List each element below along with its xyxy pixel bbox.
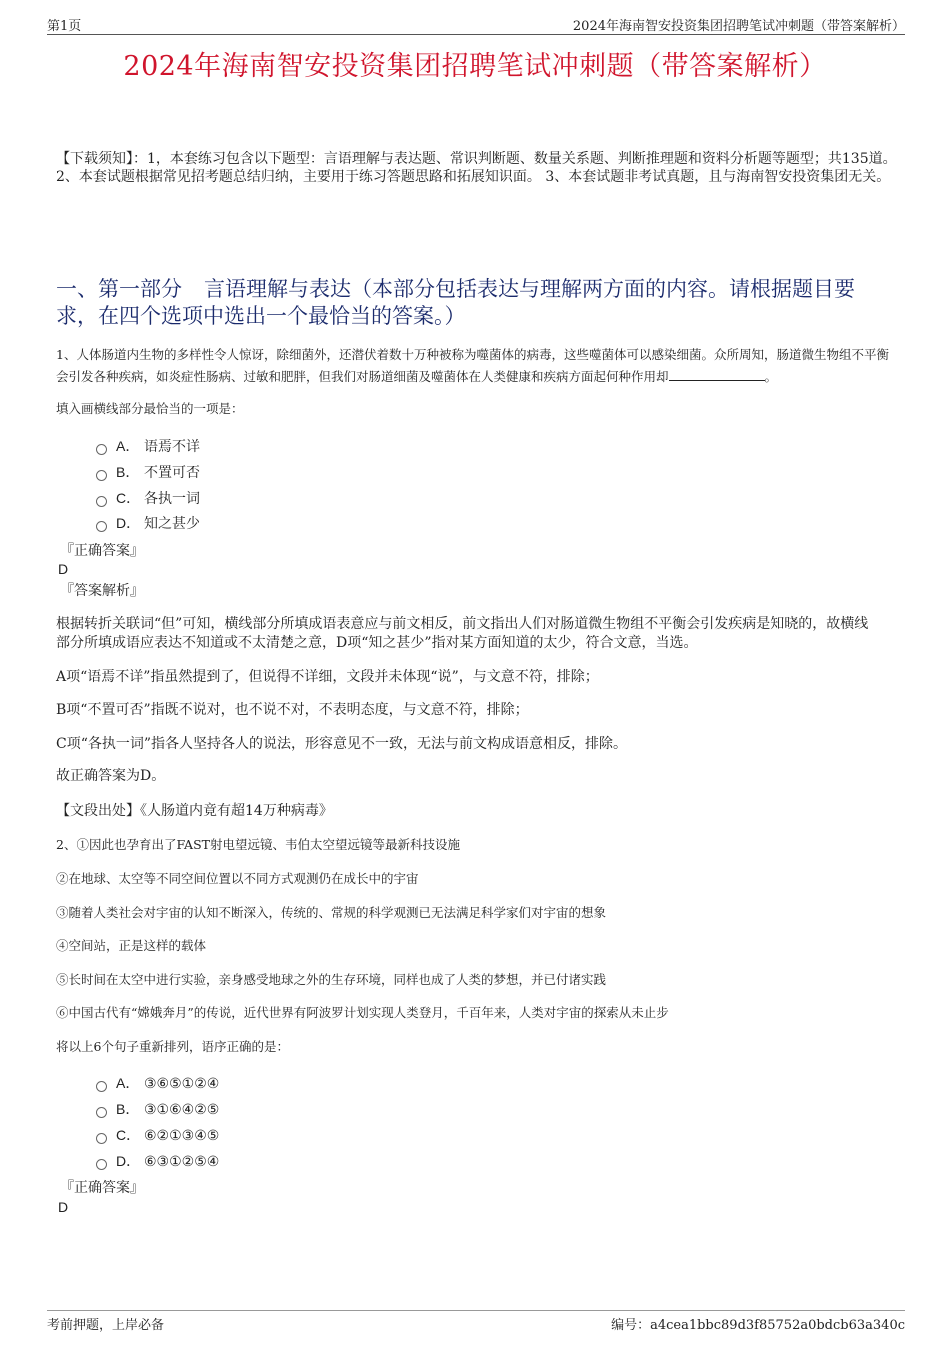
- section-description: 言语理解与表达（本部分包括表达与理解两方面的内容。请根据题目要求，在四个选项中选出一个最恰当的答案。）: [56, 277, 855, 328]
- q1-answer-label: 『正确答案』: [60, 543, 144, 559]
- q2-sentence: ⑤长时间在太空中进行实验，亲身感受地球之外的生存环境，同样也成了人类的梦想，并已付诸实践: [56, 972, 607, 987]
- footer-doc-id: 编号：a4cea1bbc89d3f85752a0bdcb63a340c: [611, 1318, 905, 1333]
- q1-analysis-paragraph: C项“各执一词”指各人坚持各人的说法，形容意见不一致，无法与前文构成语意相反，排除。: [56, 736, 628, 752]
- q2-sentence: ②在地球、太空等不同空间位置以不同方式观测仍在成长中的宇宙: [56, 871, 419, 886]
- q2-sentence: 2、①因此也孕育出了FAST射电望远镜、韦伯太空望远镜等最新科技设施: [56, 837, 460, 852]
- q2-option-c[interactable]: C． ⑥②①③④⑤: [96, 1124, 219, 1146]
- q1-prompt: 填入画横线部分最恰当的一项是：: [56, 401, 244, 416]
- page-header: [47, 14, 905, 35]
- q1-option-a[interactable]: A． 语焉不详: [96, 435, 200, 457]
- q1-analysis-paragraph: B项“不置可否”指既不说对，也不说不对，不表明态度，与文意不符，排除；: [56, 702, 529, 718]
- q1-stem: 1、人体肠道内生物的多样性令人惊讶，除细菌外，还潜伏着数十万种被称为噬菌体的病毒，这些噬菌体可以感染细菌。众所周知，肠道微生物组不平衡会引发各种疾病，如炎症性肠病、过敏和肥胖，但我们对肠道细菌及噬菌体在人类健康和疾病方面起何种作用却 。: [56, 347, 889, 384]
- q2-sentence: ④空间站，正是这样的载体: [56, 938, 207, 953]
- section-heading: [56, 276, 896, 330]
- q2-option-a[interactable]: A． ③⑥⑤①②④: [96, 1072, 219, 1094]
- q2-option-d[interactable]: D． ⑥③①②⑤④: [96, 1150, 219, 1172]
- q2-sentence: ⑥中国古代有“嫦娥奔月”的传说，近代世界有阿波罗计划实现人类登月，千百年来，人类对宇宙的探索从未止步: [56, 1005, 669, 1020]
- q2-option-b[interactable]: B． ③①⑥④②⑤: [96, 1098, 219, 1120]
- q1-analysis-paragraph: 故正确答案为D。: [56, 768, 166, 784]
- q1-option-c[interactable]: C． 各执一词: [96, 487, 200, 509]
- radio-icon[interactable]: [96, 470, 107, 481]
- document-title: 2024年海南智安投资集团招聘笔试冲刺题（带答案解析）: [123, 51, 827, 82]
- radio-icon[interactable]: [96, 1159, 107, 1170]
- radio-icon[interactable]: [96, 444, 107, 455]
- q2-answer-label: 『正确答案』: [60, 1180, 144, 1196]
- radio-icon[interactable]: [96, 1133, 107, 1144]
- download-notice: 【下载须知】：1，本套练习包含以下题型：言语理解与表达题、常识判断题、数量关系题、判断推理题和资料分析题等题型；共135道。 2、本套试题根据常见招考题总结归纳，主要用于练习答题思路和拓展知识面。 3、本套试题非考试真题，且与海南智安投资集团无关。: [56, 151, 897, 185]
- header-doc-title: 2024年海南智安投资集团招聘笔试冲刺题（带答案解析）: [572, 19, 905, 34]
- radio-icon[interactable]: [96, 1081, 107, 1092]
- page-footer: [47, 1310, 905, 1331]
- answer-blank: [669, 368, 765, 381]
- q1-analysis-paragraph: 根据转折关联词“但”可知，横线部分所填成语表意应与前文相反，前文指出人们对肠道微生物组不平衡会引发疾病是知晓的，故横线部分所填成语应表达不知道或不太清楚之意，D项“知之甚少”指对某方面知道的太少，符合文意，当选。: [56, 616, 869, 651]
- page-number: 第1页: [47, 19, 82, 34]
- q2-prompt: 将以上6个句子重新排列，语序正确的是：: [56, 1039, 289, 1054]
- radio-icon[interactable]: [96, 496, 107, 507]
- q2-answer: D: [58, 1199, 69, 1215]
- q1-analysis-paragraph: A项“语焉不详”指虽然提到了，但说得不详细，文段并未体现“说”，与文意不符，排除；: [56, 669, 599, 685]
- radio-icon[interactable]: [96, 521, 107, 532]
- q1-option-d[interactable]: D． 知之甚少: [96, 512, 200, 534]
- radio-icon[interactable]: [96, 1107, 107, 1118]
- section-name: 一、第一部分: [56, 277, 182, 301]
- q2-sentence: ③随着人类社会对宇宙的认知不断深入，传统的、常规的科学观测已无法满足科学家们对宇宙的想象: [56, 905, 607, 920]
- q1-option-b[interactable]: B． 不置可否: [96, 461, 200, 483]
- q1-source: 【文段出处】《人肠道内竟有超14万种病毒》: [56, 803, 333, 819]
- q1-answer: D: [58, 561, 69, 577]
- footer-slogan: 考前押题，上岸必备: [47, 1318, 165, 1333]
- q1-analysis-label: 『答案解析』: [60, 583, 144, 599]
